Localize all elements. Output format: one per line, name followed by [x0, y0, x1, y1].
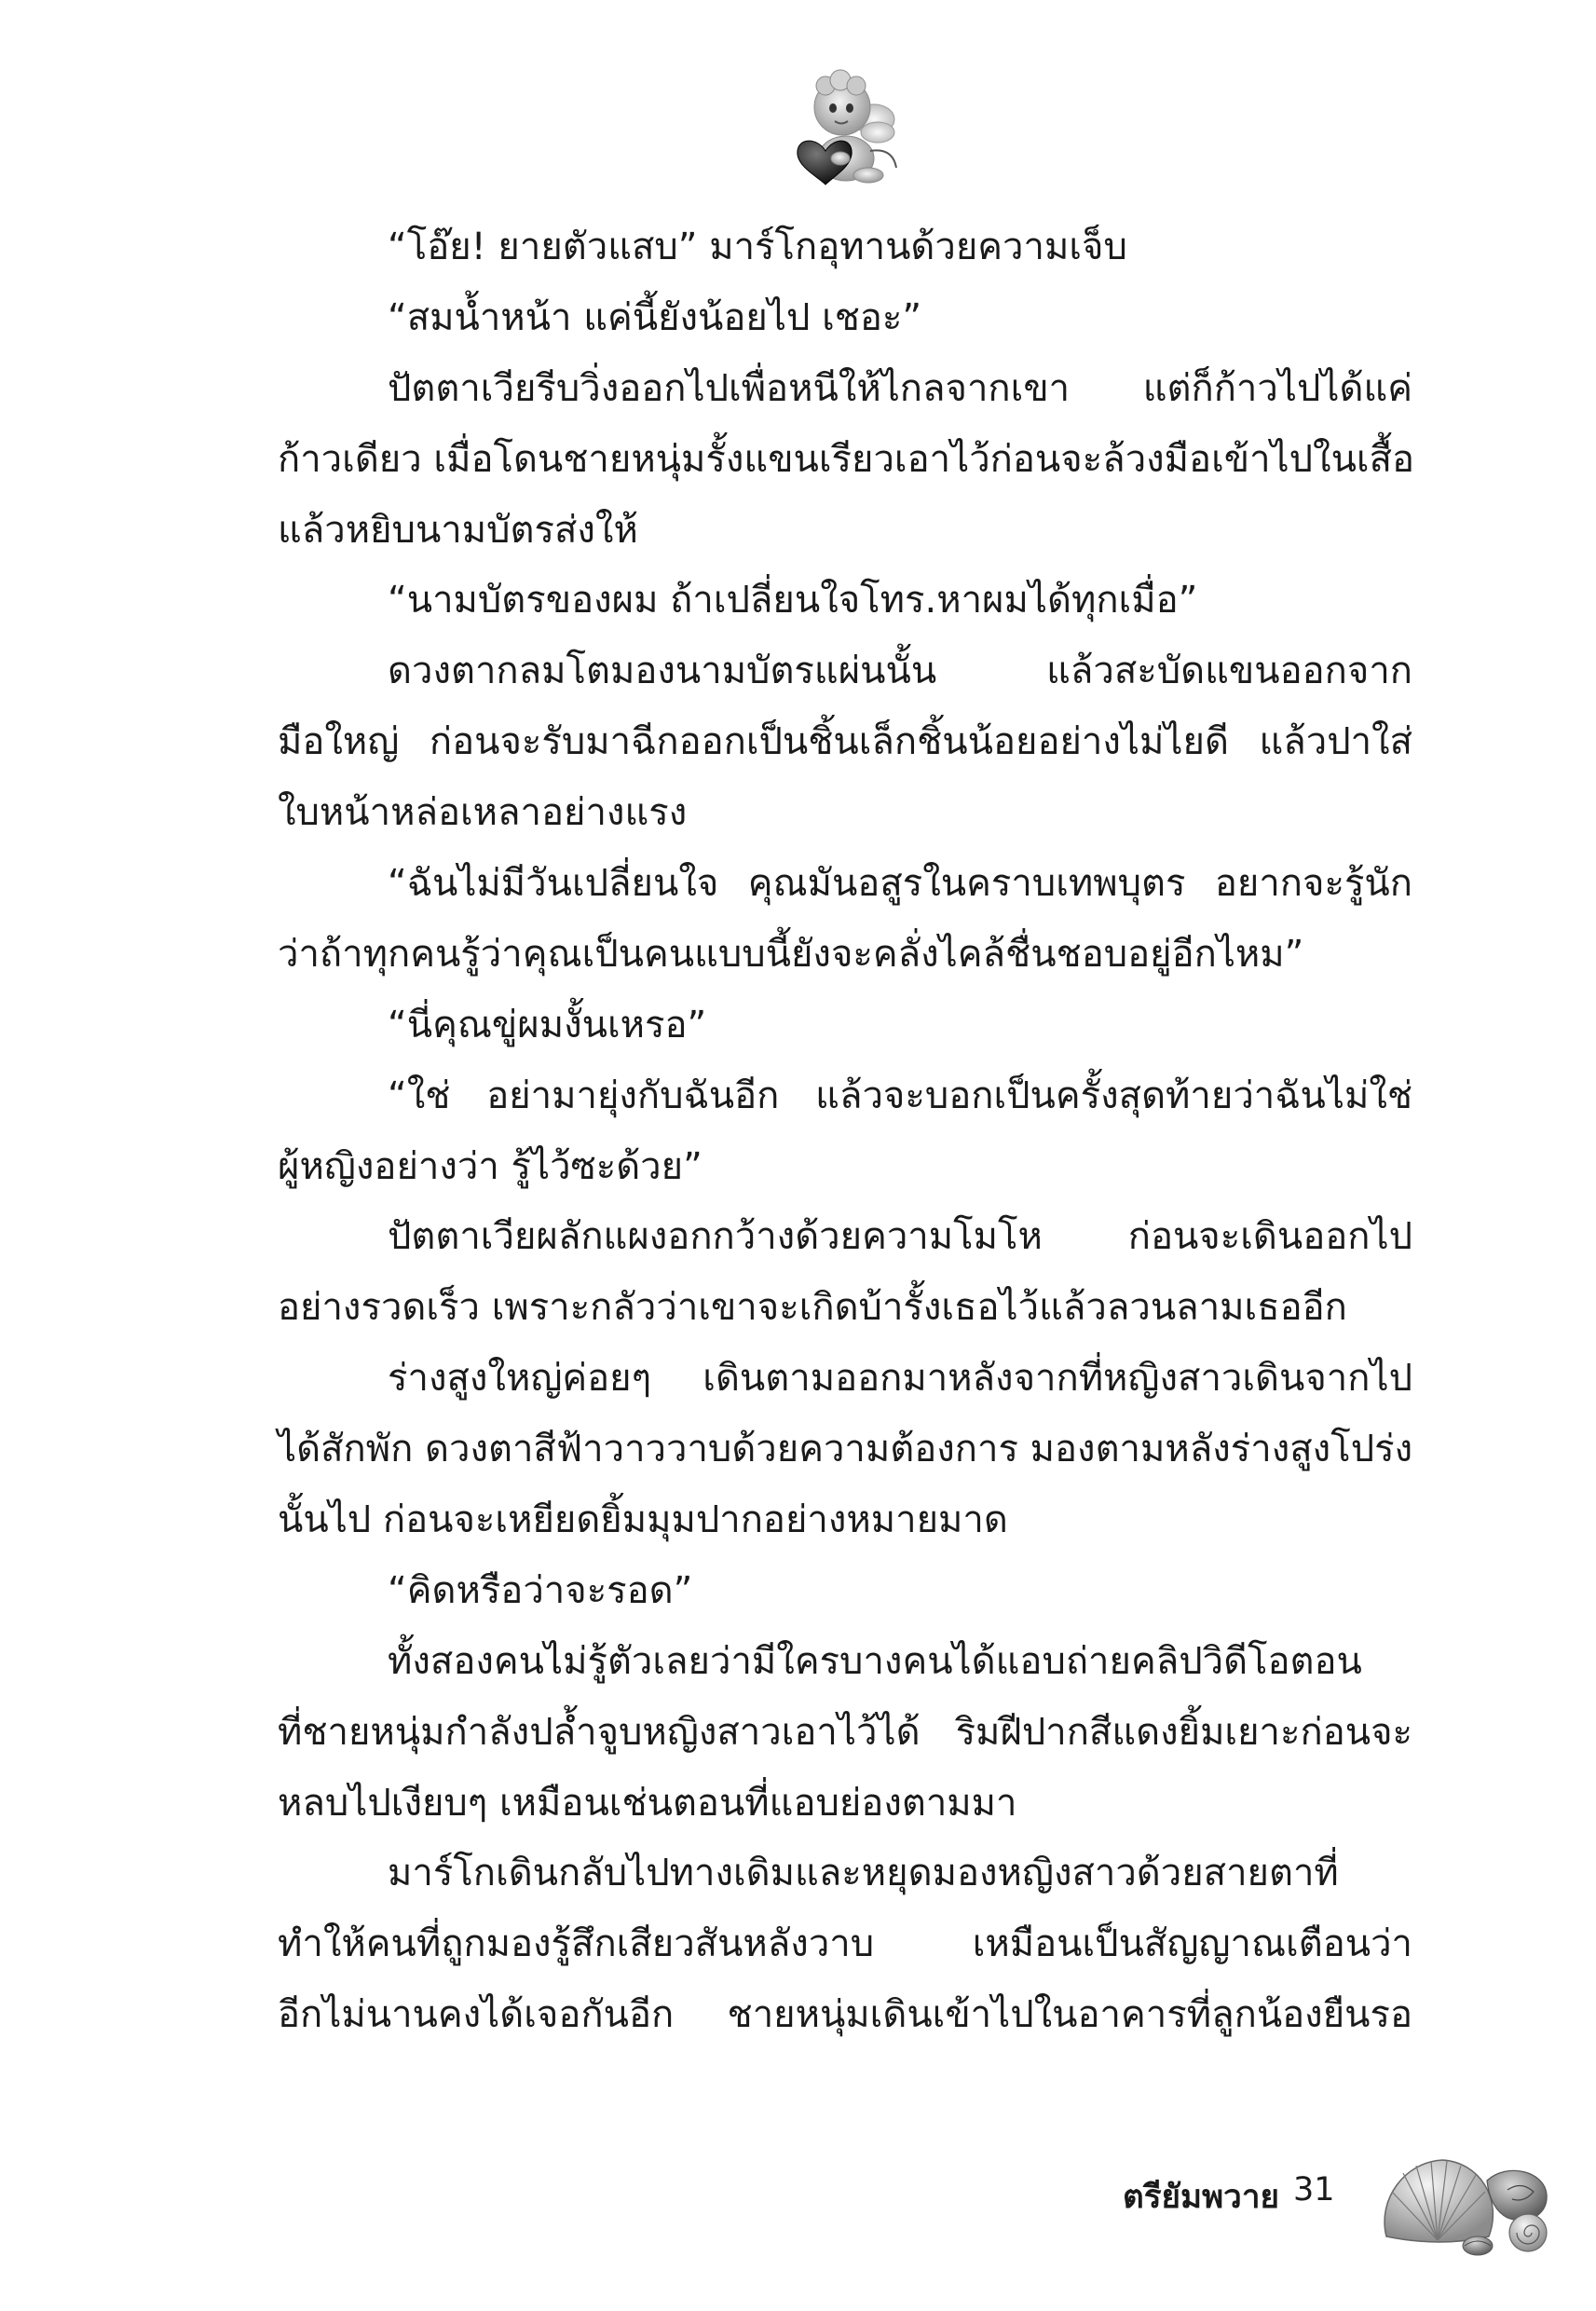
text-line: หลบไปเงียบๆ เหมือนเช่นตอนที่แอบย่องตามมา [278, 1781, 1017, 1825]
text-line: ผู้หญิงอย่างว่า รู้ไว้ซะด้วย” [278, 1144, 703, 1188]
text-line: “สมน้ำหน้า แค่นี้ยังน้อยไป เชอะ” [388, 295, 922, 339]
text-line: มือใหญ่ ก่อนจะรับมาฉีกออกเป็นชิ้นเล็กชิ้นน้อยอย่างไม่ไยดี แล้วปาใส่ [278, 720, 1412, 764]
text-line: “นามบัตรของผม ถ้าเปลี่ยนใจโทร.หาผมได้ทุกเมื่อ” [388, 579, 1198, 622]
text-line: ได้สักพัก ดวงตาสีฟ้าวาววาบด้วยความต้องการ มองตามหลังร่างสูงโปร่ง [278, 1428, 1413, 1471]
text-line: อย่างรวดเร็ว เพราะกลัวว่าเขาจะเกิดบ้ารั้งเธอไว้แล้วลวนลามเธออีก [278, 1286, 1347, 1330]
text-line: “โอ๊ย! ยายตัวแสบ” มาร์โกอุทานด้วยความเจ็บ [388, 226, 1127, 268]
text-line: “ใช่ อย่ามายุ่งกับฉันอีก แล้วจะบอกเป็นครั้งสุดท้ายว่าฉันไม่ใช่ [388, 1073, 1412, 1117]
text-line: มาร์โกเดินกลับไปทางเดิมและหยุดมองหญิงสาวด้วยสายตาที่ [388, 1852, 1339, 1895]
text-line: ปัตตาเวียผลักแผงอกกว้างด้วยความโมโห ก่อนจะเดินออกไป [388, 1215, 1412, 1259]
text-line: อีกไม่นานคงได้เจอกันอีก ชายหนุ่มเดินเข้าไปในอาคารที่ลูกน้องยืนรอ [278, 1993, 1412, 2037]
body-text [278, 212, 1415, 2051]
text-line: “คิดหรือว่าจะรอด” [388, 1568, 693, 1612]
page-footer [0, 2143, 1596, 2255]
text-line: “ฉันไม่มีวันเปลี่ยนใจ คุณมันอสูรในคราบเทพบุตร อยากจะรู้นัก [388, 862, 1412, 906]
text-line: แล้วหยิบนามบัตรส่งให้ [278, 508, 638, 552]
text-line: ดวงตากลมโตมองนามบัตรแผ่นนั้น แล้วสะบัดแขนออกจาก [388, 650, 1412, 693]
text-line: ร่างสูงใหญ่ค่อยๆ เดินตามออกมาหลังจากที่หญิงสาวเดินจากไป [388, 1357, 1412, 1401]
text-line: ใบหน้าหล่อเหลาอย่างแรง [278, 791, 688, 835]
text-line: นั้นไป ก่อนจะเหยียดยิ้มมุมปากอย่างหมายมาด [278, 1498, 1008, 1542]
text-line: ว่าถ้าทุกคนรู้ว่าคุณเป็นคนแบบนี้ยังจะคลั่งไคล้ชื่นชอบอยู่อีกไหม” [278, 932, 1304, 976]
text-line: ก้าวเดียว เมื่อโดนชายหนุ่มรั้งแขนเรียวเอาไว้ก่อนจะล้วงมือเข้าไปในเสื้อ [278, 437, 1415, 481]
seashells-icon [1368, 2143, 1563, 2260]
book-title: ตรียัมพวาย [1123, 2179, 1279, 2216]
text-line: ปัตตาเวียรีบวิ่งออกไปเพื่อหนีให้ไกลจากเขา แต่ก็ก้าวไปได้แค่ [388, 366, 1412, 410]
text-line: ทั้งสองคนไม่รู้ตัวเลยว่ามีใครบางคนได้แอบถ่ายคลิปวิดีโอตอน [388, 1639, 1362, 1683]
text-line: ที่ชายหนุ่มกำลังปล้ำจูบหญิงสาวเอาไว้ได้ ริมฝีปากสีแดงยิ้มเยาะก่อนจะ [278, 1710, 1412, 1754]
text-line: “นี่คุณขู่ผมงั้นเหรอ” [388, 1003, 707, 1046]
cupid-with-heart-icon [788, 65, 900, 191]
text-line: ทำให้คนที่ถูกมองรู้สึกเสียวสันหลังวาบ เหมือนเป็นสัญญาณเตือนว่า [278, 1922, 1412, 1966]
page-number: 31 [1293, 2171, 1335, 2208]
